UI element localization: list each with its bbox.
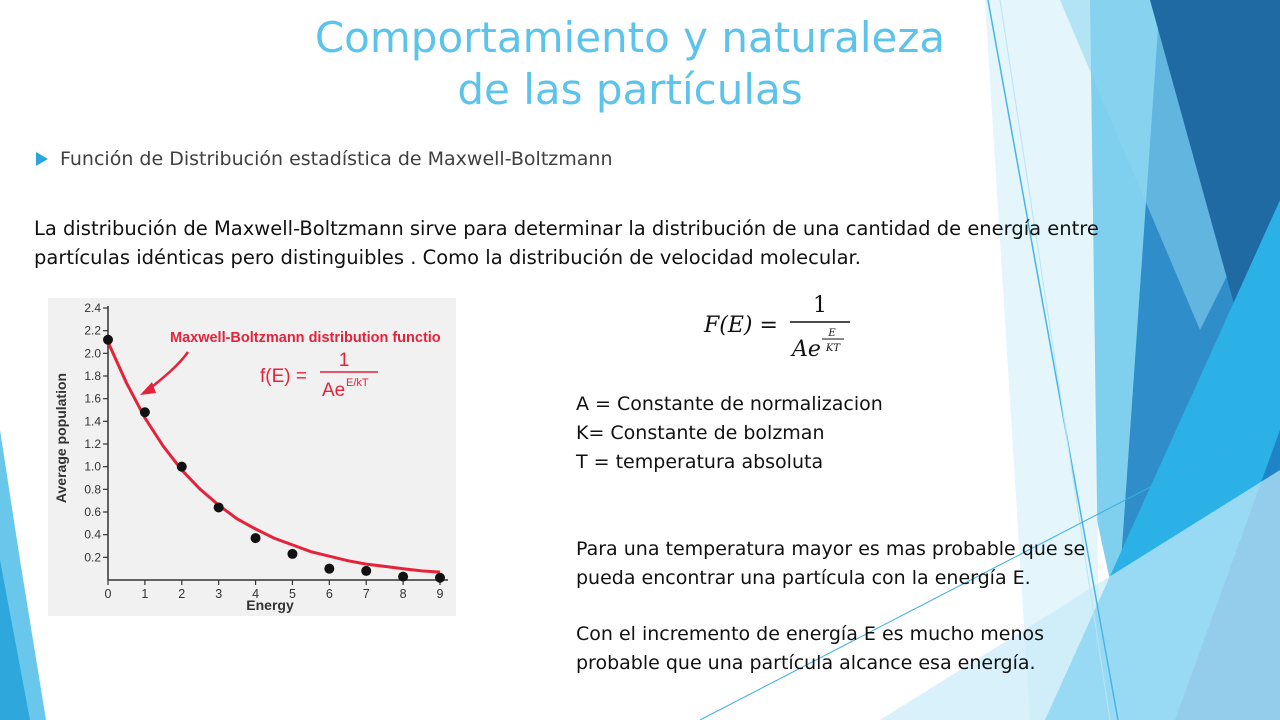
y-tick-label: 1.0 — [84, 459, 101, 474]
paragraph-line: probable que una partícula alcance esa energía. — [576, 652, 1036, 674]
intro-line: partículas idénticas pero distinguibles . Como la distribución de velocidad molecular. — [34, 246, 861, 269]
intro-paragraph — [34, 214, 1224, 272]
y-tick-label: 1.6 — [84, 391, 101, 406]
x-tick-label: 0 — [104, 587, 112, 601]
y-tick-label: 0.6 — [84, 505, 101, 519]
y-tick-label: 0.2 — [84, 550, 101, 565]
definition-line: A = Constante de normalizacion — [576, 393, 883, 415]
temperature-paragraph — [576, 535, 1085, 593]
y-tick-label: 2.0 — [84, 346, 101, 361]
data-point — [140, 407, 150, 417]
chart-svg — [48, 298, 456, 616]
title-line: Comportamiento y naturaleza — [314, 13, 946, 62]
bullet-text: Función de Distribución estadística de Maxwell-Boltzmann — [60, 148, 613, 170]
paragraph-line: Con el incremento de energía E es mucho menos — [576, 623, 1045, 645]
paragraph-line: Para una temperatura mayor es mas probable que se — [576, 538, 1086, 560]
definition-line: K= Constante de bolzman — [576, 422, 825, 444]
formula-exponent-numerator: E — [828, 328, 836, 339]
inset-formula-exponent: E/kT — [346, 377, 369, 389]
data-point — [103, 335, 113, 345]
data-point — [251, 533, 261, 543]
formula-numerator: 1 — [813, 293, 827, 318]
formula-lhs: F(E) = — [704, 313, 778, 338]
x-tick-label: 7 — [362, 587, 370, 601]
data-point — [361, 566, 371, 576]
energy-paragraph — [576, 620, 1044, 678]
x-tick-label: 3 — [215, 587, 223, 601]
x-tick-label: 2 — [178, 587, 186, 601]
y-tick-label: 1.4 — [84, 414, 101, 429]
y-tick-label: 2.4 — [84, 301, 101, 315]
slide-title — [240, 12, 1020, 116]
chart-annotation: Maxwell-Boltzmann distribution functio — [170, 330, 441, 346]
x-tick-label: 6 — [325, 587, 333, 601]
formula-denominator: Ae — [792, 337, 821, 362]
definition-line: T = temperatura absoluta — [576, 451, 824, 473]
x-axis-label: Energy — [246, 597, 294, 613]
paragraph-line: pueda encontrar una partícula con la energía E. — [576, 567, 1031, 589]
x-tick-label: 8 — [399, 587, 407, 601]
data-point — [398, 572, 408, 582]
maxwell-boltzmann-chart — [48, 298, 456, 616]
x-tick-label: 9 — [436, 587, 444, 601]
inset-formula-denominator: Ae — [322, 380, 346, 401]
x-tick-label: 4 — [252, 587, 260, 601]
formula-exponent-denominator: KT — [825, 343, 841, 354]
y-tick-label: 0.8 — [84, 482, 101, 497]
y-tick-label: 0.4 — [84, 527, 101, 542]
x-tick-label: 5 — [288, 587, 296, 601]
y-axis-label: Average population — [53, 372, 69, 504]
formula-image — [700, 288, 860, 366]
data-point — [435, 573, 445, 583]
y-tick-label: 1.8 — [84, 369, 101, 383]
intro-line: La distribución de Maxwell-Boltzmann sirve para determinar la distribución de una cantidad de energía entre — [34, 217, 1099, 240]
x-tick-label: 1 — [141, 587, 149, 601]
formula-svg — [700, 288, 860, 366]
title-line: de las partículas — [457, 65, 803, 114]
data-point — [177, 462, 187, 472]
variable-definitions — [576, 390, 883, 477]
data-point — [214, 502, 224, 512]
triangle-bullet-icon — [36, 152, 48, 166]
bullet-item — [36, 146, 612, 172]
data-point — [287, 549, 297, 559]
y-tick-label: 1.2 — [84, 437, 101, 451]
inset-formula-numerator: 1 — [338, 350, 350, 371]
inset-formula-lhs: f(E) = — [260, 366, 307, 387]
data-point — [324, 564, 334, 574]
y-tick-label: 2.2 — [84, 323, 101, 338]
